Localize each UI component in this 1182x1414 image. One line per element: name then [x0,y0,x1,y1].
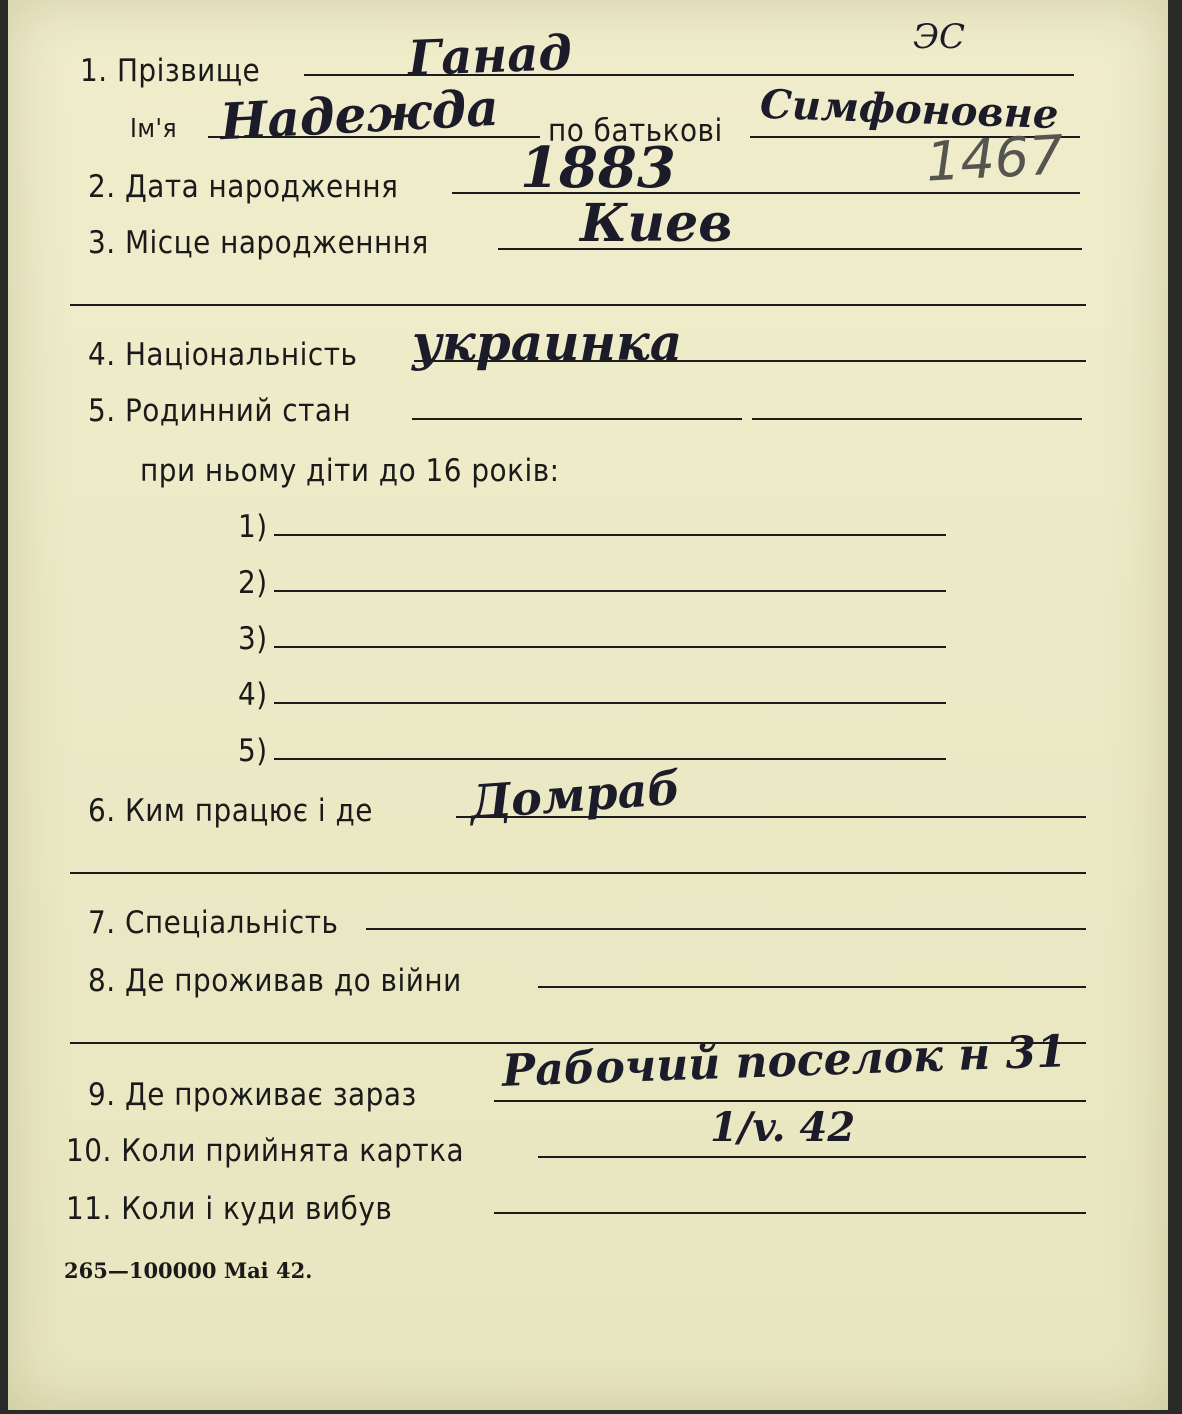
line-marital-status-a [412,418,742,420]
label-child-3: 3) [238,621,268,657]
label-prewar-residence: 8. Де проживав до війни [88,963,462,999]
label-current-residence: 9. Де проживає зараз [88,1077,417,1113]
label-surname: 1. Прізвище [80,53,261,89]
hw-initials: ЭС [913,17,966,57]
label-specialty: 7. Спеціальність [88,905,339,941]
hw-birthplace: Киев [580,193,733,254]
label-marital-status: 5. Родинний стан [88,393,352,429]
label-departure: 11. Коли і куди вибув [66,1191,393,1227]
registration-card [8,0,1168,1410]
line-prewar-residence [538,986,1086,988]
line-child-1 [274,534,946,536]
pencil-card-number: 1467 [924,123,1065,194]
hw-first-name: Надежда [218,77,500,152]
hw-birth-year: 1883 [520,135,676,201]
line-child-5 [274,758,946,760]
label-birth-date: 2. Дата народження [88,169,399,205]
hw-nationality: украинка [412,313,683,372]
label-patronymic: по батькові [548,113,723,149]
line-child-2 [274,590,946,592]
line-specialty [366,928,1086,930]
line-child-4 [274,702,946,704]
label-child-5: 5) [238,733,268,769]
label-card-accepted: 10. Коли прийнята картка [66,1133,465,1169]
line-extra-2 [70,872,1086,874]
label-children: при ньому діти до 16 років: [140,453,560,489]
label-first-name: Ім'я [130,114,178,144]
hw-work: Домраб [468,760,683,830]
line-current-residence [494,1100,1086,1102]
label-birthplace: 3. Місце народженння [88,225,429,261]
hw-surname: Ганад [407,25,573,87]
line-child-3 [274,646,946,648]
hw-current-residence: Рабочий поселок н 31 [501,1026,1068,1097]
label-child-1: 1) [238,509,268,545]
hw-patronymic: Симфоновне [759,80,1060,139]
hw-card-accepted: 1/v. 42 [710,1104,856,1151]
label-child-4: 4) [238,677,268,713]
label-child-2: 2) [238,565,268,601]
print-mark: 265—100000 Mai 42. [64,1258,313,1283]
label-nationality: 4. Національність [88,337,358,373]
line-card-accepted [538,1156,1086,1158]
line-departure [494,1212,1086,1214]
line-extra-1 [70,304,1086,306]
line-marital-status-b [752,418,1082,420]
label-work: 6. Ким працює і де [88,793,373,829]
